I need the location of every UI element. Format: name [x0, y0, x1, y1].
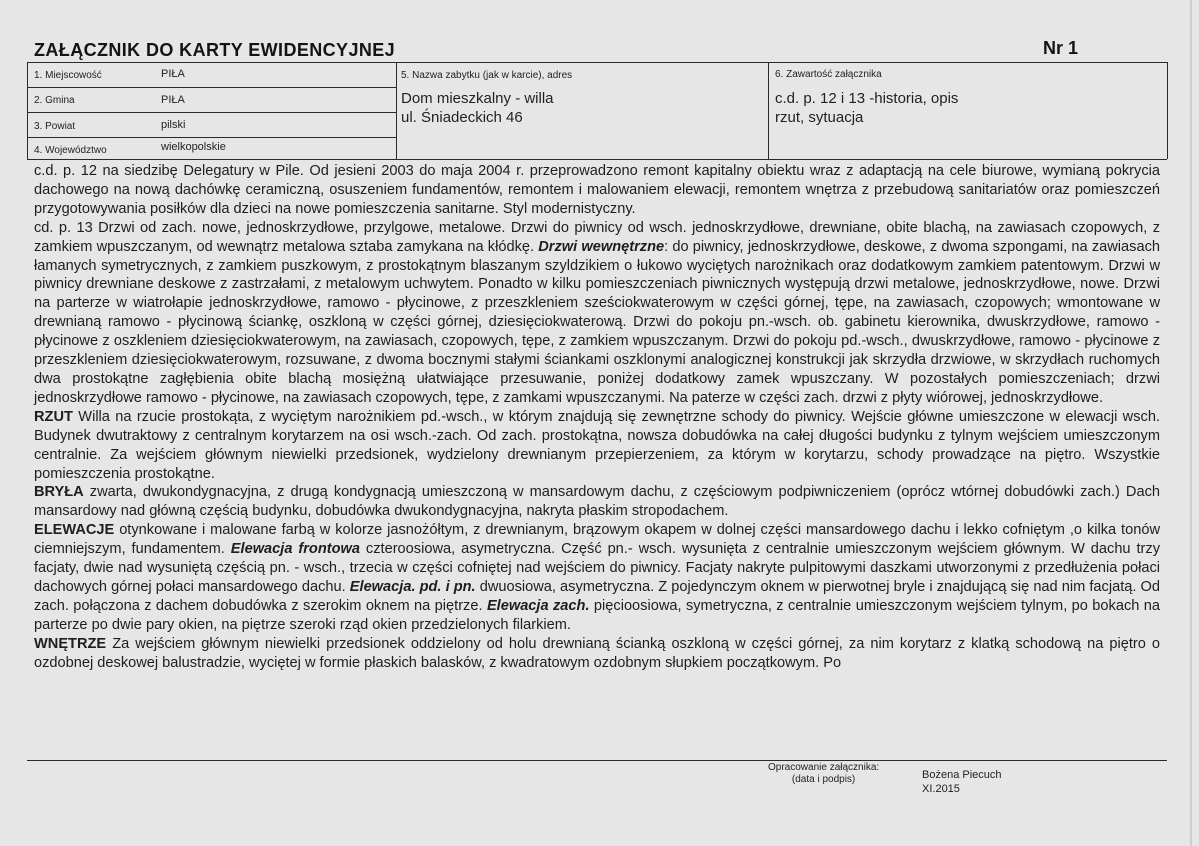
elewacje-text-e: dwuosiowa, asymetryczna. Z pojedynczym oknem w pierwotnej bryle i znajdującą się nad nim facjatą. Od zach. połączona z dachem dobudówka z szerokim oknem na piętrze.	[34, 578, 1160, 614]
powiat-value: pilski	[161, 119, 186, 131]
paragraph-history	[34, 162, 1160, 219]
document-title: ZAŁĄCZNIK DO KARTY EWIDENCYJNEJ	[34, 40, 396, 60]
bryla-heading: BRYŁA	[34, 484, 84, 501]
paragraph-bryla	[34, 483, 1160, 521]
history-text: c.d. p. 12 na siedzibę Delegatury w Pile. Od jesieni 2003 do maja 2004 r. przeprowadzono remont kapitalny obiektu wraz z adaptacją na cele biurowe, wymianą pokrycia dachowego na nową dachówkę ceramiczną, osuszeniem fundamentów, remontem i malowaniem elewacji, remontem wnętrza z przebudową sanitariatów oraz pomieszczeń przygotowywania posiłków dla dzieci na nowe pomieszczenia sanitarne. Styl modernistyczny.	[34, 163, 1160, 217]
bryla-text: zwarta, dwukondygnacyjna, z drugą kondygnacją umieszczoną w mansardowym dachu, z częściowym podpiwniczeniem (oprócz wtórnej dobudówki zach.) Dach mansardowy nad główną częścią budynku, dobudówka dwukondygnacyjna, nakryta płaskim stropodachem.	[34, 484, 1160, 520]
rule-header-bottom	[27, 159, 1167, 160]
rzut-text: Willa na rzucie prostokąta, z wyciętym narożnikiem pd.-wsch., w którym znajdują się zewnętrzne schody do piwnicy. Wejście główne umieszczone w elewacji wsch. Budynek dwutraktowy z centralnym korytarzem na osi wsch.-zach. Od zach. prostokątna, nowsza dobudówka na całej długości budynku z tylnym wejściem umieszczonym centralnie. Za wejściem głównym niewielki przedsionek, wydzielony drewnianym przepierzeniem, za którym w korytarzu, schody prowadzące na piętro. Wszystkie pomieszczenia prostokątne.	[34, 408, 1160, 482]
paragraph-wnetrze	[34, 635, 1160, 673]
miejscowosc-value: PIŁA	[161, 68, 185, 80]
paragraph-rzut	[34, 408, 1160, 484]
powiat-label: 3. Powiat	[34, 121, 76, 132]
zawartosc-line2: rzut, sytuacja	[775, 109, 864, 126]
doors-internal-heading: Drzwi wewnętrzne	[538, 238, 665, 255]
prepared-label-line2: (data i podpis)	[791, 774, 856, 785]
document-body	[34, 162, 1160, 672]
elewacje-text-c: czteroosiowa, asymetryczna. Część pn.- wsch. wysunięta z centralnie umieszczonym wejściem głównym. W dachu trzy facjaty, dwie nad wysuniętą częścią pn. - wsch., trzecia w części cofniętej nad wejściem do piwnicy. Facjaty nakryte pulpitowymi daszkami utworzonymi z przedłużenia połaci dachowych górnej połaci mansardowego dachu.	[34, 541, 1160, 595]
wojewodztwo-value: wielkopolskie	[161, 141, 226, 153]
elewacja-frontowa-heading: Elewacja frontowa	[230, 541, 360, 558]
elewacja-zach-heading: Elewacja zach.	[486, 597, 590, 614]
doors-text-a: cd. p. 13 Drzwi od zach. nowe, jednoskrzydłowe, przylgowe, metalowe. Drzwi do piwnicy od wsch. jednoskrzydłowe, drewniane, obite blachą, na zawiasach czopowych, z zamkiem wpuszczanym, od wewnątrz metalowa sztaba zamykana na kłódkę.	[34, 219, 1160, 255]
rule-row1	[27, 87, 396, 88]
elewacja-pd-pn-heading: Elewacja. pd. i pn.	[349, 578, 476, 595]
elewacje-text-a: otynkowane i malowane farbą w kolorze jasnożółtym, z drewnianym, brązowym okapem w dolnej części mansardowego dachu i lekko cofniętym ,o kilka tonów ciemniejszym, fundamentem.	[34, 522, 1160, 558]
rule-right	[1167, 62, 1168, 159]
prepared-label	[768, 762, 879, 786]
nazwa-line1: Dom mieszkalny - willa	[401, 90, 554, 107]
miejscowosc-label: 1. Miejscowość	[34, 70, 102, 81]
doors-text-c: : do piwnicy, jednoskrzydłowe, deskowe, z dwoma szpongami, na zawiasach łamanych symetrycznych, z zamkiem puszkowym, z prostokątnym blaszanym szyldzikiem o łukowo wyciętych narożnikach oraz dodatkowym zamkiem patentowym. Drzwi w piwnicy drewniane deskowe z zastrzałami, z metalowym uchwytem. Ponadto w kilku pomieszczeniach piwnicznych występują drzwi metalowe, jednoskrzydłowe, nowe. Drzwi na parterze w wiatrołapie jednoskrzydłowe, ramowo - płycinowe, z przeszkleniem sześciokwaterowym w części górnej, tępe, na zawiasach, czopowych; wmontowane w drewnianą ramowo - płycinową ściankę, oszkloną w części górnej, dziesięciokwaterową. Drzwi do pokoju pn.-wsch. ob. gabinetu kierownika, dwuskrzydłowe, ramowo - płycinowe z oszkleniem dziesięciokwaterowym, na zawiasach, czopowych, tępe, z zamkiem wpuszczanym. Drzwi do pokoju pd.-wsch., dwuskrzydłowe, ramowo - płycinowe z przeszkleniem dziesięciokwaterowym, rozsuwane, z dwoma bocznymi stałymi ściankami oszklonymi analogicznej konstrukcji jak skrzydła drzwiowe, w skrzydłach ruchomych dwa prostokątne zagłębienia obite blachą mosiężną ułatwiające przesuwanie, poniżej dodatkowy zamek wpuszczany. W pozostałych pomieszczeniach; drzwi jednoskrzydłowe ramowo - płycinowe, na zawiasach czopowych, tępe, z zamkami wpuszczanymi. Na paterze w części zach. drzwi z płyty wiórowej, jednoskrzydłowe.	[34, 238, 1160, 406]
document-number: Nr 1	[1043, 38, 1079, 58]
rule-body-bottom	[27, 760, 1167, 761]
rule-col1-left	[27, 62, 28, 159]
rule-row3	[27, 137, 396, 138]
paragraph-elewacje	[34, 521, 1160, 634]
rule-col3-left	[768, 62, 769, 159]
zawartosc-label: 6. Zawartość załącznika	[775, 69, 882, 80]
rule-col2-left	[396, 62, 397, 159]
rule-top	[27, 62, 1167, 63]
wnetrze-heading: WNĘTRZE	[34, 635, 107, 652]
paragraph-doors	[34, 219, 1160, 408]
zawartosc-line1: c.d. p. 12 i 13 -historia, opis	[775, 90, 959, 107]
elewacje-text-g: pięcioosiowa, symetryczna, z centralnie umieszczonym wejściem tylnym, po bokach na parterze po dwie pary okien, na piętrze szeroki rząd okien przedzielonych filarkiem.	[34, 597, 1160, 633]
wojewodztwo-label: 4. Województwo	[34, 145, 107, 156]
gmina-label: 2. Gmina	[34, 95, 75, 106]
rzut-heading: RZUT	[34, 408, 73, 425]
scan-edge	[1190, 0, 1192, 846]
prepared-by	[922, 768, 1002, 796]
prepared-date: XI.2015	[922, 783, 960, 795]
prepared-label-line1: Opracowanie załącznika:	[768, 762, 880, 773]
nazwa-line2: ul. Śniadeckich 46	[401, 109, 523, 126]
nazwa-label: 5. Nazwa zabytku (jak w karcie), adres	[401, 70, 573, 81]
author-name: Bożena Piecuch	[922, 769, 1002, 781]
elewacje-heading: ELEWACJE	[34, 522, 115, 539]
gmina-value: PIŁA	[161, 94, 185, 106]
wnetrze-text: Za wejściem głównym niewielki przedsionek oddzielony od holu drewnianą ścianką oszkloną w części górnej, za nim korytarz z klatką schodową na piętro o ozdobnej deskowej balustradzie, wyciętej w formie płaskich balasków, z kwadratowym ozdobnym słupkiem początkowym. Po	[34, 635, 1160, 671]
rule-row2	[27, 112, 396, 113]
